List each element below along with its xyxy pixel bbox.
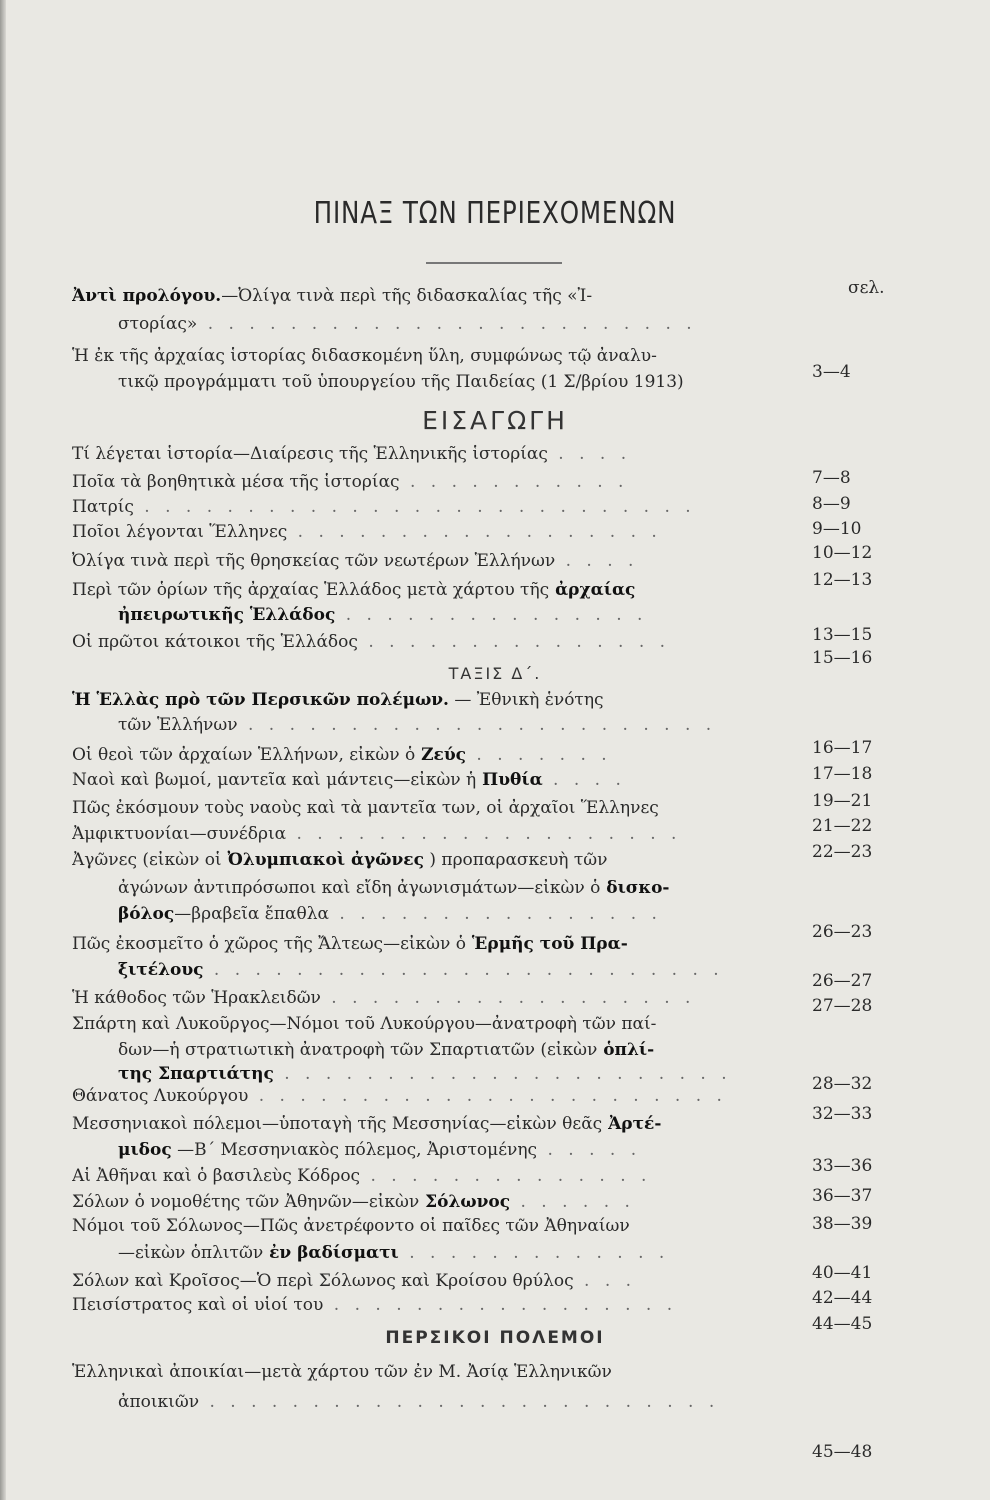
toc-entry-text: Αἱ Ἀθῆναι καὶ ὁ βασιλεὺς Κόδρος xyxy=(72,1166,361,1186)
toc-entry-bold-text: Ἀρτέ- xyxy=(602,1114,662,1134)
toc-entry-text: Πῶς ἐκοσμεῖτο ὁ χῶρος τῆς Ἄλτεως—εἰκὼν ὁ xyxy=(72,934,467,954)
page-range: 15—16 xyxy=(812,648,873,668)
page-range: 38—39 xyxy=(812,1214,873,1234)
dot-leader: . . . . . . . . . . . . . . . . . . . . . . . . . . . xyxy=(133,497,696,517)
toc-entry-line xyxy=(118,1392,792,1412)
toc-entry-text: Νόμοι τοῦ Σόλωνος—Πῶς ἀνετρέφοντο οἱ παῖδες τῶν Ἀθηναίων xyxy=(72,1216,630,1236)
toc-entry-text: ) προπαρασκευὴ τῶν xyxy=(423,850,608,870)
toc-entry-line xyxy=(72,551,792,571)
toc-entry-bold-text: Ὀλυμπιακοὶ ἀγῶνες xyxy=(221,850,424,870)
title-rule xyxy=(426,262,562,264)
toc-entry-text: —Ὀλίγα τινὰ περὶ τῆς διδασκαλίας τῆς «Ἰ- xyxy=(221,286,593,306)
page-range: 12—13 xyxy=(812,570,873,590)
toc-entry-text: Θάνατος Λυκούργου xyxy=(72,1086,249,1106)
toc-entry-text: —βραβεῖα ἔπαθλα xyxy=(174,904,330,924)
toc-entry-bold-text: Ἀντὶ προλόγου. xyxy=(72,286,222,306)
toc-entry-line xyxy=(72,988,792,1008)
page-range: 28—32 xyxy=(812,1074,873,1094)
toc-entry-text: ἀγώνων ἀντιπρόσωποι καὶ εἴδη ἀγωνισμάτων—εἰκὼν ὁ xyxy=(118,878,601,898)
toc-entry-text: Τί λέγεται ἱστορία—Διαίρεσις τῆς Ἑλληνικῆς ἱστορίας xyxy=(72,444,548,464)
toc-entry-line xyxy=(118,1243,792,1263)
toc-entry-line xyxy=(72,1014,792,1034)
page-range: 44—45 xyxy=(812,1314,873,1334)
toc-entry-text: Πατρίς xyxy=(72,497,134,517)
toc-entry-text: —Β΄ Μεσσηνιακὸς πόλεμος, Ἀριστομένης xyxy=(171,1140,538,1160)
toc-entry-text: ἀποικιῶν xyxy=(118,1392,200,1412)
toc-entry-text: Σόλων καὶ Κροῖσος—Ὁ περὶ Σόλωνος καὶ Κροίσου θρύλος xyxy=(72,1271,574,1291)
toc-entry-text: τῶν Ἑλλήνων xyxy=(118,715,238,735)
toc-entry-line xyxy=(118,372,792,392)
toc-entry-text: Ἡ ἐκ τῆς ἀρχαίας ἱστορίας διδασκομένη ὕλη, συμφώνως τῷ ἀναλυ- xyxy=(72,346,657,366)
dot-leader: . . . xyxy=(573,1271,637,1291)
toc-entry-line xyxy=(118,904,792,924)
dot-leader: . . . . . . . . . . . . . . xyxy=(360,1166,652,1186)
toc-entry-line xyxy=(72,824,792,844)
page-range: 7—8 xyxy=(812,468,851,488)
toc-entry-line xyxy=(118,1140,792,1160)
toc-entry-line xyxy=(72,286,792,306)
toc-entry-bold-text: ἐν βαδίσματι xyxy=(263,1243,399,1263)
page-range: 16—17 xyxy=(812,738,873,758)
dot-leader: . . . . . . . . . . . . . . . . . . . . . . . . . xyxy=(203,960,724,980)
section-heading-eisagogi: ΕΙΣΑΓΩΓΗ xyxy=(422,406,568,435)
toc-entry-bold-text: Ζεύς xyxy=(415,745,466,765)
toc-entry-text: Ἑλληνικαὶ ἀποικίαι—μετὰ χάρτου τῶν ἐν Μ. Ἀσίᾳ Ἑλληνικῶν xyxy=(72,1362,612,1382)
dot-leader: . . . . . . . . . . . . . . . . . xyxy=(323,1295,678,1315)
toc-entry-line xyxy=(118,878,792,898)
toc-entry-text: Περὶ τῶν ὁρίων τῆς ἀρχαίας Ἑλλάδος μετὰ χάρτου τῆς xyxy=(72,580,550,600)
dot-leader: . . . . . . . . . . . . . . . . . . . . . . . xyxy=(237,715,717,735)
toc-entry-bold-text: της Σπαρτιάτης xyxy=(118,1064,274,1084)
toc-entry-line xyxy=(118,314,792,334)
toc-entry-line xyxy=(72,1295,792,1315)
toc-entry-line xyxy=(72,850,792,870)
page-range: 32—33 xyxy=(812,1104,873,1124)
page-range: 3—4 xyxy=(812,362,851,382)
toc-entry-line xyxy=(72,522,792,542)
toc-entry-bold-text: Πυθία xyxy=(476,770,543,790)
page-range: 26—27 xyxy=(812,971,873,991)
dot-leader: . . . . . . . . . . . . . . . . . . xyxy=(287,522,662,542)
dot-leader: . . . . . . . . . . . . . . . . . . xyxy=(320,988,696,1008)
toc-entry-bold-text: μιδος xyxy=(118,1140,172,1160)
toc-entry-text: — Ἐθνικὴ ἑνότης xyxy=(448,690,604,710)
dot-leader: . . . . . . . . . . . xyxy=(399,472,629,492)
toc-entry-line xyxy=(72,346,792,366)
toc-entry-line xyxy=(72,580,792,600)
dot-leader: . . . . . . . . . . . . . . . . . . . . . . xyxy=(273,1064,732,1084)
dot-leader: . . . . . . . . . . . . . . . . . . . . . . . . . xyxy=(199,1392,720,1412)
dot-leader: . . . . xyxy=(555,551,639,571)
toc-entry-text: Σόλων ὁ νομοθέτης τῶν Ἀθηνῶν—εἰκὼν xyxy=(72,1192,420,1212)
toc-entry-line xyxy=(72,934,792,954)
toc-entry-text: Ἀμφικτυονίαι—συνέδρια xyxy=(72,824,287,844)
toc-entry-text: Οἱ θεοὶ τῶν ἀρχαίων Ἑλλήνων, εἰκὼν ὁ xyxy=(72,745,416,765)
toc-entry-text: Ναοὶ καὶ βωμοί, μαντεῖα καὶ μάντεις—εἰκὼν ἡ xyxy=(72,770,477,790)
toc-entry-text: Οἱ πρῶτοι κάτοικοι τῆς Ἑλλάδος xyxy=(72,632,358,652)
toc-entry-line xyxy=(72,1086,792,1106)
page-range: 10—12 xyxy=(812,543,873,563)
toc-entry-line xyxy=(118,1064,792,1084)
page-range: 33—36 xyxy=(812,1156,873,1176)
page-edge xyxy=(0,0,6,1500)
toc-entry-bold-text: ξιτέλους xyxy=(118,960,204,980)
toc-entry-line xyxy=(72,745,792,765)
toc-entry-line xyxy=(72,798,792,818)
toc-entry-bold-text: Ἑρμῆς τοῦ Πρα- xyxy=(466,934,628,954)
toc-entry-line xyxy=(72,1271,792,1291)
page-range: 13—15 xyxy=(812,625,873,645)
toc-entry-line xyxy=(72,690,792,710)
page-range: 22—23 xyxy=(812,842,873,862)
toc-entry-text: στορίας» xyxy=(118,314,198,334)
page-column-label: σελ. xyxy=(848,278,885,298)
toc-entry-text: Ἀγῶνες (εἰκὼν οἱ xyxy=(72,850,222,870)
toc-entry-bold-text: δισκο- xyxy=(600,878,670,898)
toc-entry-bold-text: ὁπλί- xyxy=(597,1040,655,1060)
toc-entry-text: Μεσσηνιακοὶ πόλεμοι—ὑποταγὴ τῆς Μεσσηνίας—εἰκὼν θεᾶς xyxy=(72,1114,603,1134)
dot-leader: . . . . . . . . . . . . . . . xyxy=(357,632,671,652)
toc-entry-text: Ἡ κάθοδος τῶν Ἡρακλειδῶν xyxy=(72,988,321,1008)
toc-entry-text: τικῷ προγράμματι τοῦ ὑπουργείου τῆς Παιδείας (1 Σ/βρίου 1913) xyxy=(118,372,684,392)
section-heading-persikoi: ΠΕΡΣΙΚΟΙ ΠΟΛΕΜΟΙ xyxy=(385,1328,605,1348)
toc-entry-bold-text: ἠπειρωτικῆς Ἑλλάδος xyxy=(118,605,336,625)
toc-entry-bold-text: Σόλωνος xyxy=(419,1192,511,1212)
dot-leader: . . . . . . . . . . . . . . . . xyxy=(329,904,662,924)
page-range: 27—28 xyxy=(812,996,873,1016)
page-range: 45—48 xyxy=(812,1442,873,1462)
toc-entry-line xyxy=(72,770,792,790)
toc-entry-text: Ποῖοι λέγονται Ἕλληνες xyxy=(72,522,288,542)
dot-leader: . . . . . . . . . . . . . . . . . . . . . . . xyxy=(248,1086,727,1106)
toc-entry-text: Πεισίστρατος καὶ οἱ υἱοί του xyxy=(72,1295,324,1315)
dot-leader: . . . . . . . . . . . . . . . . . . . xyxy=(286,824,682,844)
page-range: 19—21 xyxy=(812,791,873,811)
toc-entry-text: —εἰκὼν ὁπλιτῶν xyxy=(118,1243,264,1263)
toc-entry-bold-text: ἀρχαίας xyxy=(549,580,636,600)
toc-entry-line xyxy=(118,605,792,625)
page-title: ΠΙΝΑΞ ΤΩΝ ΠΕΡΙΕΧΟΜΕΝΩΝ xyxy=(313,196,677,231)
dot-leader: . . . . . . . xyxy=(466,745,612,765)
section-heading-taxis: ΤΑΞΙΣ Δ΄. xyxy=(448,664,542,683)
toc-entry-line xyxy=(72,632,792,652)
dot-leader: . . . . . . . . . . . . . . . . . . . . . . . . xyxy=(197,314,697,334)
dot-leader: . . . . xyxy=(547,444,632,464)
toc-entry-line xyxy=(72,444,792,464)
page-range: 8—9 xyxy=(812,494,851,514)
toc-entry-line xyxy=(72,497,792,517)
toc-entry-line xyxy=(118,1040,792,1060)
dot-leader: . . . . . xyxy=(537,1140,642,1160)
toc-entry-text: Ποῖα τὰ βοηθητικὰ μέσα τῆς ἱστορίας xyxy=(72,472,400,492)
dot-leader: . . . . . . . . . . . . . xyxy=(398,1243,670,1263)
page-range: 21—22 xyxy=(812,816,873,836)
page-range: 17—18 xyxy=(812,764,873,784)
toc-entry-text: Πῶς ἐκόσμουν τοὺς ναοὺς καὶ τὰ μαντεῖα των, οἱ ἀρχαῖοι Ἕλληνες xyxy=(72,798,659,818)
page-range: 36—37 xyxy=(812,1186,873,1206)
toc-entry-text: Σπάρτη καὶ Λυκοῦργος—Νόμοι τοῦ Λυκούργου—ἀνατροφὴ τῶν παί- xyxy=(72,1014,657,1034)
toc-entry-text: δων—ἡ στρατιωτικὴ ἀνατροφὴ τῶν Σπαρτιατῶν (εἰκὼν xyxy=(118,1040,598,1060)
toc-entry-line xyxy=(72,472,792,492)
toc-entry-line xyxy=(72,1114,792,1134)
toc-entry-line xyxy=(72,1216,792,1236)
toc-entry-line xyxy=(118,715,792,735)
toc-entry-bold-text: Ἡ Ἑλλὰς πρὸ τῶν Περσικῶν πολέμων. xyxy=(72,690,449,710)
page-range: 40—41 xyxy=(812,1263,873,1283)
toc-entry-line xyxy=(72,1192,792,1212)
toc-entry-bold-text: βόλος xyxy=(118,904,175,924)
page-range: 42—44 xyxy=(812,1288,873,1308)
toc-entry-text: Ὀλίγα τινὰ περὶ τῆς θρησκείας τῶν νεωτέρων Ἑλλήνων xyxy=(72,551,556,571)
dot-leader: . . . . . . . . . . . . . . . xyxy=(335,605,648,625)
toc-entry-line xyxy=(118,960,792,980)
page-range: 26—23 xyxy=(812,922,873,942)
toc-entry-line xyxy=(72,1362,792,1382)
dot-leader: . . . . xyxy=(542,770,626,790)
page-range: 9—10 xyxy=(812,519,862,539)
dot-leader: . . . . . . xyxy=(510,1192,635,1212)
toc-entry-line xyxy=(72,1166,792,1186)
